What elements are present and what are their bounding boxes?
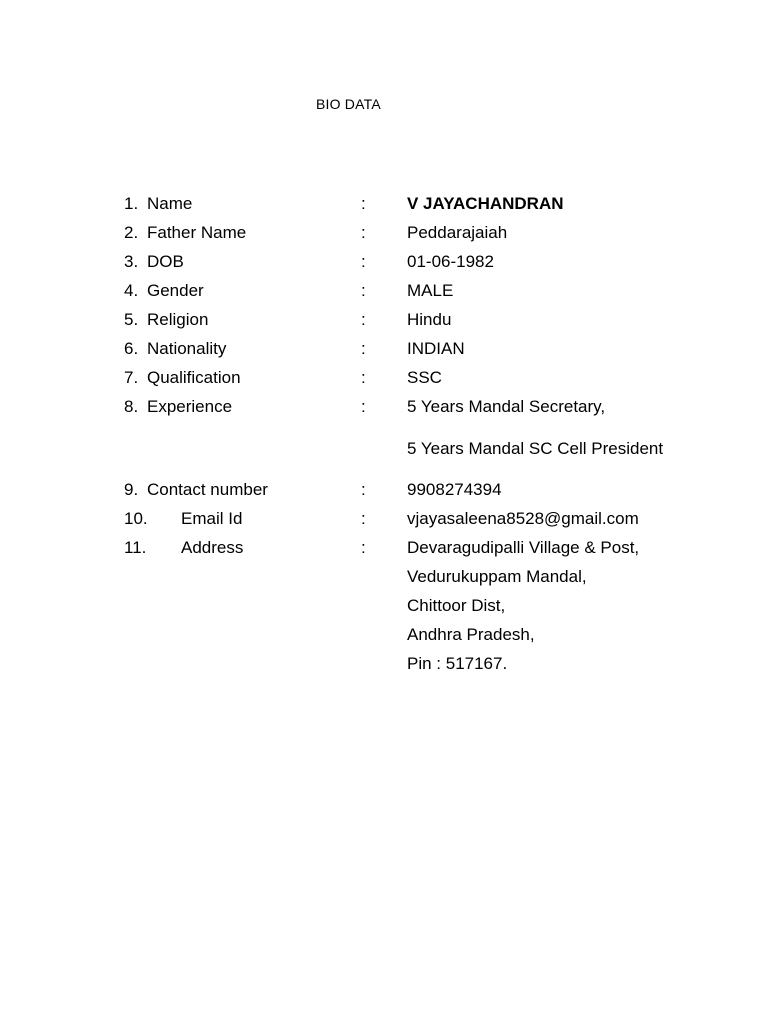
field-row-gender: [0, 280, 768, 302]
field-row-qualification: [0, 367, 768, 389]
field-separator: :: [361, 339, 366, 358]
field-row-dob: [0, 251, 768, 273]
experience-extra-line: 5 Years Mandal SC Cell President: [407, 439, 664, 458]
field-value: MALE: [407, 281, 454, 300]
field-row-father-name: [0, 222, 768, 244]
field-number: 9.: [124, 480, 139, 499]
field-number: 10.: [124, 509, 148, 528]
field-label: Nationality: [147, 339, 227, 358]
field-separator: :: [361, 480, 366, 499]
field-separator: :: [361, 223, 366, 242]
field-label: DOB: [147, 252, 184, 271]
field-row-email: [0, 508, 768, 530]
field-label: Email Id: [181, 509, 243, 528]
address-line: Pin : 517167.: [407, 654, 508, 673]
field-value: 5 Years Mandal Secretary,: [407, 397, 606, 416]
field-label: Gender: [147, 281, 204, 300]
field-label: Qualification: [147, 368, 241, 387]
field-number: 6.: [124, 339, 139, 358]
field-separator: :: [361, 368, 366, 387]
field-row-address: [0, 537, 768, 559]
field-separator: :: [361, 281, 366, 300]
field-value: 01-06-1982: [407, 252, 494, 271]
field-number: 8.: [124, 397, 139, 416]
address-line: Chittoor Dist,: [407, 596, 506, 615]
field-value: INDIAN: [407, 339, 465, 358]
field-separator: :: [361, 397, 366, 416]
field-label: Religion: [147, 310, 209, 329]
field-value: Peddarajaiah: [407, 223, 508, 242]
field-label: Address: [181, 538, 244, 557]
field-value: Hindu: [407, 310, 452, 329]
field-separator: :: [361, 194, 366, 213]
field-number: 2.: [124, 223, 139, 242]
field-row-nationality: [0, 338, 768, 360]
field-value: Devaragudipalli Village & Post,: [407, 538, 640, 557]
field-row-name: [0, 193, 768, 215]
field-label: Name: [147, 194, 193, 213]
field-row-experience: [0, 396, 768, 418]
field-separator: :: [361, 538, 366, 557]
field-label: Father Name: [147, 223, 247, 242]
field-row-religion: [0, 309, 768, 331]
field-label: Experience: [147, 397, 233, 416]
field-number: 7.: [124, 368, 139, 387]
field-number: 11.: [124, 538, 147, 557]
field-value: 9908274394: [407, 480, 502, 499]
address-line: Andhra Pradesh,: [407, 625, 535, 644]
document-title: BIO DATA: [316, 96, 381, 112]
address-line: Vedurukuppam Mandal,: [407, 567, 587, 586]
field-number: 3.: [124, 252, 139, 271]
field-value: vjayasaleena8528@gmail.com: [407, 509, 639, 528]
field-separator: :: [361, 310, 366, 329]
field-number: 1.: [124, 194, 139, 213]
field-number: 5.: [124, 310, 139, 329]
field-value: SSC: [407, 368, 442, 387]
field-separator: :: [361, 252, 366, 271]
field-number: 4.: [124, 281, 139, 300]
field-separator: :: [361, 509, 366, 528]
field-label: Contact number: [147, 480, 268, 499]
field-value: V JAYACHANDRAN: [407, 194, 564, 213]
field-row-contact-number: [0, 479, 768, 501]
